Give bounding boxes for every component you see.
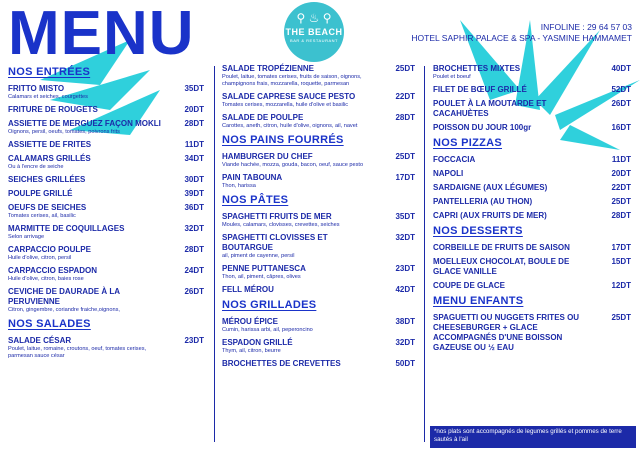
menu-item (433, 155, 631, 165)
menu-item-price: 28DT (184, 245, 204, 254)
menu-item-name: PANTELLERIA (AU THON) (433, 197, 533, 206)
menu-item-description: Thym, ail, citron, beurre (222, 348, 281, 354)
menu-item (222, 264, 415, 281)
menu-item-name: MÉROU ÉPICE (222, 317, 279, 326)
menu-item-description: Tomates cerises, mozzarella, huile d'olive et basilic (222, 102, 349, 108)
menu-item-price: 22DT (611, 183, 631, 192)
menu-item-description: Calamars et seiches, courgettes (8, 94, 88, 100)
menu-item-name: FOCCACIA (433, 155, 476, 164)
menu-item-price: 23DT (184, 336, 204, 345)
menu-item (8, 266, 204, 283)
menu-item (8, 224, 204, 241)
menu-item (8, 245, 204, 262)
menu-item-name: CARPACCIO POULPE (8, 245, 91, 254)
menu-item-description: ail, piment de cayenne, persil (222, 253, 295, 259)
menu-item (8, 189, 204, 199)
column-divider-2 (424, 66, 425, 442)
menu-item (8, 105, 204, 115)
menu-item-price: 34DT (184, 154, 204, 163)
menu-item-name: COUPE DE GLACE (433, 281, 506, 290)
menu-item-price: 35DT (184, 84, 204, 93)
menu-item-description: Poulet, laitue, tomates cerises, fruits de saison, oignons, champignons frais, mozzarella, roquette, parmesan (222, 74, 362, 87)
menu-item-price: 38DT (395, 317, 415, 326)
menu-item-description: Moules, calamars, clovisses, crevettes, seiches (222, 222, 340, 228)
section-title-nos-grillades: NOS GRILLADES (222, 299, 317, 311)
logo-name: THE BEACH (285, 27, 343, 37)
menu-item-price: 11DT (611, 155, 631, 164)
menu-item-name: MOELLEUX CHOCOLAT, BOULE DE GLACE VANILLE (433, 257, 570, 276)
menu-item-name: SPAGUETTI OU NUGGETS FRITES OU CHEESEBURGER + GLACE ACCOMPAGNÉS D'UNE BOISSON GAZEUSE OU ½ EAU (433, 313, 580, 352)
menu-item-price: 28DT (184, 119, 204, 128)
section-title-nos-entrees: NOS ENTRÉES (8, 66, 91, 78)
menu-item-price: 42DT (395, 285, 415, 294)
menu-item (8, 119, 204, 136)
menu-item (433, 197, 631, 207)
menu-item-name: SALADE DE POULPE (222, 113, 304, 122)
menu-item-name: HAMBURGER DU CHEF (222, 152, 313, 161)
menu-item-price: 17DT (395, 173, 415, 182)
menu-item-description: Oignons, persil, oeufs, tomates, poivrons frits (8, 129, 120, 135)
menu-item-name: SPAGHETTI FRUITS DE MER (222, 212, 332, 221)
menu-item (8, 154, 204, 171)
logo-subtitle: BAR & RESTAURANT (290, 38, 338, 43)
menu-item (433, 313, 631, 353)
menu-item-description: Citron, gingembre, coriandre fraiche,oignons, (8, 307, 120, 313)
section-title-nos-pates: NOS PÂTES (222, 194, 289, 206)
menu-item-price: 26DT (184, 287, 204, 296)
menu-item (433, 183, 631, 193)
menu-item-price: 35DT (395, 212, 415, 221)
menu-item-price: 25DT (395, 64, 415, 73)
menu-item-name: SALADE TROPÉZIENNE (222, 64, 315, 73)
section-title-nos-salades: NOS SALADES (8, 318, 91, 330)
menu-item (433, 99, 631, 119)
menu-item-name: NAPOLI (433, 169, 464, 178)
menu-item-name: FELL MÉROU (222, 285, 274, 294)
menu-item-price: 40DT (611, 64, 631, 73)
menu-item (433, 123, 631, 133)
menu-item-name: ASSIETTE DE FRITES (8, 140, 92, 149)
menu-item-price: 25DT (611, 197, 631, 206)
menu-item (433, 211, 631, 221)
cutlery-icon: ⚲ ♨ ⚲ (296, 11, 332, 25)
menu-item-description: Selon arrivage (8, 234, 45, 240)
menu-item-price: 15DT (611, 257, 631, 266)
hotel-name: HOTEL SAPHIR PALACE & SPA - YASMINE HAMMAMET (411, 33, 632, 43)
menu-item (222, 338, 415, 355)
menu-item (222, 113, 415, 130)
menu-item-description: Tomates cerises, ail, basilic (8, 213, 76, 219)
menu-item-price: 12DT (611, 281, 631, 290)
menu-item (8, 84, 204, 101)
menu-item-price: 24DT (184, 266, 204, 275)
menu-item (222, 64, 415, 88)
menu-item (8, 175, 204, 185)
menu-item-name: SARDAIGNE (AUX LÉGUMES) (433, 183, 548, 192)
menu-item (222, 152, 415, 169)
menu-item-description: Huile d'olive, citron, persil (8, 255, 72, 261)
menu-item-name: SALADE CÉSAR (8, 336, 72, 345)
menu-item-name: ASSIETTE DE MERGUEZ FAÇON MOKLI (8, 119, 161, 128)
menu-item-name: POULPE GRILLÉ (8, 189, 73, 198)
menu-item-price: 28DT (395, 113, 415, 122)
section-title-menu-enfants: MENU ENFANTS (433, 295, 524, 307)
menu-item-price: 50DT (395, 359, 415, 368)
contact-info (411, 22, 632, 44)
menu-item-name: FRITURE DE ROUGETS (8, 105, 98, 114)
menu-item (222, 92, 415, 109)
menu-item-name: CALAMARS GRILLÉS (8, 154, 91, 163)
menu-item-description: Poulet, laitue, romaine, croutons, oeuf, tomates cerises, parmesan sauce césar (8, 346, 147, 359)
menu-item-name: FILET DE BŒUF GRILLÉ (433, 85, 527, 94)
menu-item-name: MARMITTE DE COQUILLAGES (8, 224, 125, 233)
menu-item-name: BROCHETTES MIXTES (433, 64, 521, 73)
menu-item (222, 212, 415, 229)
menu-item (433, 281, 631, 291)
menu-item-name: FRITTO MISTO (8, 84, 65, 93)
menu-item (433, 243, 631, 253)
menu-item-name: CEVICHE DE DAURADE À LA PERUVIENNE (8, 287, 120, 306)
section-title-nos-pizzas: NOS PIZZAS (433, 137, 503, 149)
menu-item (222, 359, 415, 369)
menu-item (222, 173, 415, 190)
menu-item-name: CORBEILLE DE FRUITS DE SAISON (433, 243, 570, 252)
menu-item-price: 23DT (395, 264, 415, 273)
menu-item-name: SPAGHETTI CLOVISSES ET BOUTARGUE (222, 233, 328, 252)
menu-item-price: 11DT (184, 140, 204, 149)
menu-item-description: Ou à l'encre de seiche (8, 164, 64, 170)
menu-item (222, 317, 415, 334)
menu-item-name: POISSON DU JOUR 100gr (433, 123, 532, 132)
menu-column-1 (8, 64, 204, 364)
menu-item-price: 20DT (611, 169, 631, 178)
menu-item-price: 26DT (611, 99, 631, 108)
menu-item (222, 285, 415, 295)
menu-item-name: PAIN TABOUNA (222, 173, 283, 182)
menu-item (8, 287, 204, 314)
menu-item-name: PENNE PUTTANESCA (222, 264, 306, 273)
menu-item-price: 30DT (184, 175, 204, 184)
section-title-nos-desserts: NOS DESSERTS (433, 225, 523, 237)
menu-item-description: Cumin, harissa arbi, ail, peperoncino (222, 327, 313, 333)
menu-item-price: 16DT (611, 123, 631, 132)
menu-item-description: Carottes, aneth, citron, huile d'olive, oignons, ail, navet (222, 123, 358, 129)
menu-item (8, 140, 204, 150)
menu-item-name: ESPADON GRILLÉ (222, 338, 293, 347)
menu-item-price: 32DT (395, 233, 415, 242)
menu-item-price: 25DT (611, 313, 631, 322)
column-divider-1 (214, 66, 215, 442)
menu-item-price: 25DT (395, 152, 415, 161)
menu-item (222, 233, 415, 260)
menu-item-description: Viande hachée, mozza, gouda, bacon, oeuf, sauce pesto (222, 162, 364, 168)
menu-item-price: 17DT (611, 243, 631, 252)
menu-item-price: 52DT (611, 85, 631, 94)
footnote: *nos plats sont accompagnés de legumes grillés et pommes de terre sautés à l'ail (430, 426, 636, 448)
menu-item-price: 32DT (395, 338, 415, 347)
menu-item (433, 257, 631, 277)
menu-item-price: 32DT (184, 224, 204, 233)
menu-item-description: Thon, harissa (222, 183, 256, 189)
menu-item-price: 39DT (184, 189, 204, 198)
menu-item-name: POULET À LA MOUTARDE ET CACAHUÈTES (433, 99, 547, 118)
menu-item (8, 336, 204, 360)
menu-column-2 (222, 64, 415, 373)
menu-item-price: 22DT (395, 92, 415, 101)
menu-item-name: OEUFS DE SEICHES (8, 203, 87, 212)
menu-item-price: 20DT (184, 105, 204, 114)
restaurant-logo (284, 2, 344, 62)
menu-item-name: CAPRI (AUX FRUITS DE MER) (433, 211, 547, 220)
menu-item-name: CARPACCIO ESPADON (8, 266, 98, 275)
page-title: MENU (8, 0, 195, 68)
menu-item (8, 203, 204, 220)
menu-item-description: Thon, ail, piment, câpres, olives (222, 274, 301, 280)
menu-item-name: BROCHETTES DE CREVETTES (222, 359, 341, 368)
menu-column-3 (433, 64, 631, 357)
menu-item-name: SEICHES GRILLÉES (8, 175, 86, 184)
menu-item (433, 64, 631, 81)
menu-item-price: 36DT (184, 203, 204, 212)
menu-item (433, 169, 631, 179)
menu-item-description: Poulet et boeuf (433, 74, 471, 80)
section-title-nos-pains-fourres: NOS PAINS FOURRÉS (222, 134, 344, 146)
menu-item-description: Huile d'olive, citron, baies rose (8, 276, 84, 282)
menu-item-name: SALADE CAPRESE SAUCE PESTO (222, 92, 356, 101)
menu-item (433, 85, 631, 95)
menu-item-price: 28DT (611, 211, 631, 220)
infoline: INFOLINE : 29 64 57 03 (540, 22, 632, 32)
